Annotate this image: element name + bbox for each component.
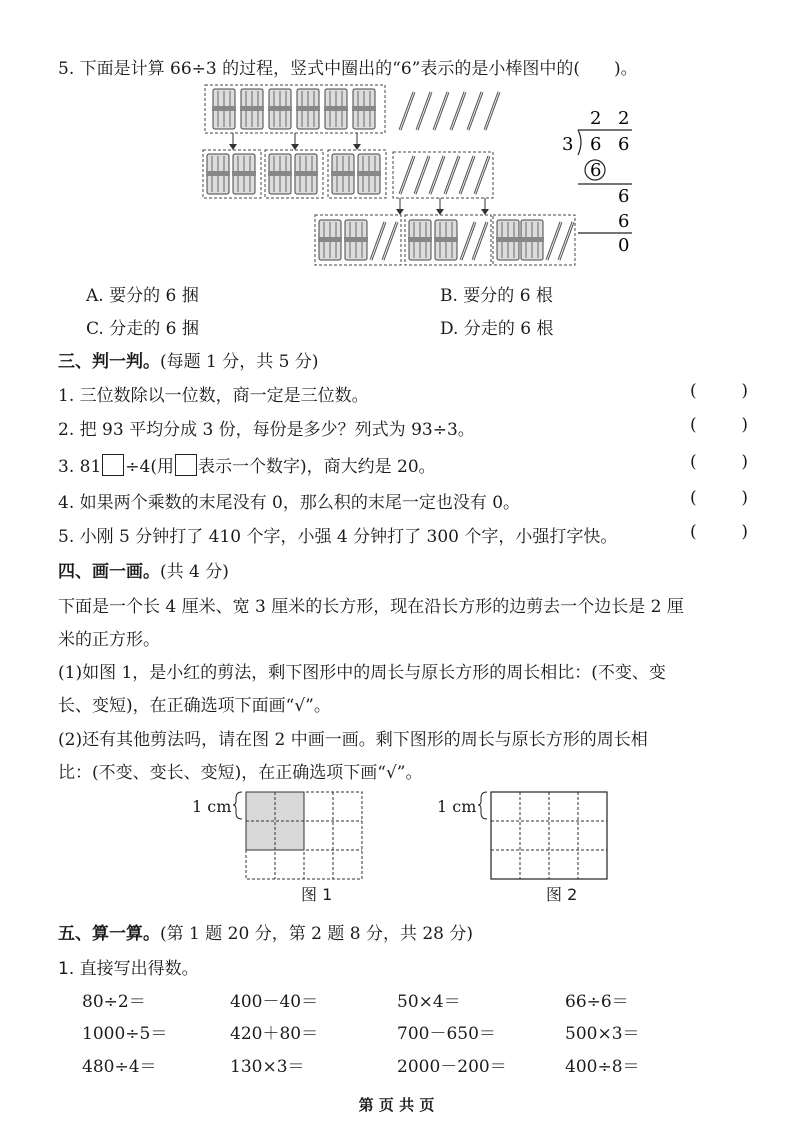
section-4-text-line-5: (2)还有其他剪法吗，请在图 2 中画一画。剩下图形的周长与原长方形的周长相 <box>58 730 648 750</box>
divisor: 3 <box>562 134 574 155</box>
answer-paren-3[interactable]: ( ) <box>690 452 748 472</box>
section-4-text-line-6: 比：(不变、变长、变短)，在正确选项下画“√”。 <box>58 763 423 783</box>
figure-2-grid[interactable] <box>477 790 617 890</box>
page-footer: 第 页 共 页 <box>358 1096 435 1114</box>
question-5-stem: 5. 下面是计算 66÷3 的过程，竖式中圈出的“6”表示的是小棒图中的( )。 <box>58 59 638 79</box>
digit-box <box>175 454 197 476</box>
calc-1-2[interactable]: 400－40＝ <box>230 992 319 1012</box>
answer-paren-4[interactable]: ( ) <box>690 488 748 508</box>
remainder-digit: 0 <box>618 235 630 256</box>
judge-item-5: 5. 小刚 5 分钟打了 410 个字，小强 4 分钟打了 300 个字，小强打字快。 <box>58 527 618 547</box>
calc-1-4[interactable]: 66÷6＝ <box>565 992 629 1012</box>
calc-2-3[interactable]: 700－650＝ <box>397 1024 496 1044</box>
dividend-digit-1: 6 <box>590 134 602 155</box>
figure-2-caption: 图 2 <box>546 885 578 904</box>
calc-3-1[interactable]: 480÷4＝ <box>82 1057 157 1077</box>
section-3-title: 三、判一判。 <box>58 352 160 372</box>
section-4-text-line-1: 下面是一个长 4 厘米、宽 3 厘米的长方形，现在沿长方形的边剪去一个边长是 2 厘 <box>58 597 684 617</box>
judge-item-3: 3. 81 ÷4(用 表示一个数字)，商大约是 20。 <box>58 452 436 477</box>
calc-2-4[interactable]: 500×3＝ <box>565 1024 640 1044</box>
calc-1-3[interactable]: 50×4＝ <box>397 992 461 1012</box>
calc-3-4[interactable]: 400÷8＝ <box>565 1057 640 1077</box>
dividend-digit-2: 6 <box>618 134 630 155</box>
figure-1-grid <box>232 790 372 890</box>
calc-2-2[interactable]: 420＋80＝ <box>230 1024 319 1044</box>
section-4-text-line-3: (1)如图 1，是小红的剪法，剩下图形中的周长与原长方形的周长相比：(不变、变 <box>58 663 666 683</box>
judge-item-4: 4. 如果两个乘数的末尾没有 0，那么积的末尾一定也没有 0。 <box>58 493 521 513</box>
section-5-note: (第 1 题 20 分，第 2 题 8 分，共 28 分) <box>160 924 474 944</box>
answer-paren-2[interactable]: ( ) <box>690 415 748 435</box>
calc-3-2[interactable]: 130×3＝ <box>230 1057 305 1077</box>
step3-digit: 6 <box>618 211 630 232</box>
figure-1-unit-label: 1 cm <box>192 797 232 816</box>
section-3-note: (每题 1 分，共 5 分) <box>160 352 319 372</box>
section-4-note: (共 4 分) <box>160 562 229 582</box>
stick-bundle-diagram <box>195 80 585 270</box>
section-4-text-line-2: 米的正方形。 <box>58 630 160 650</box>
long-division <box>560 100 650 260</box>
section-3-heading <box>58 347 319 372</box>
figure-1-caption: 图 1 <box>301 885 333 904</box>
option-b[interactable]: B. 要分的 6 根 <box>440 286 553 306</box>
calc-1-1[interactable]: 80÷2＝ <box>82 992 146 1012</box>
section-4-heading <box>58 557 229 582</box>
option-a[interactable]: A. 要分的 6 捆 <box>86 286 199 306</box>
judge-item-2: 2. 把 93 平均分成 3 份，每份是多少？列式为 93÷3。 <box>58 420 475 440</box>
quotient-digit-2: 2 <box>618 108 630 129</box>
section-5-title: 五、算一算。 <box>58 924 160 944</box>
calc-2-1[interactable]: 1000÷5＝ <box>82 1024 168 1044</box>
option-d[interactable]: D. 分走的 6 根 <box>440 319 554 339</box>
answer-paren-1[interactable]: ( ) <box>690 381 748 401</box>
option-c[interactable]: C. 分走的 6 捆 <box>86 319 199 339</box>
section-5-sub1: 1. 直接写出得数。 <box>58 959 199 979</box>
answer-paren-5[interactable]: ( ) <box>690 522 748 542</box>
judge-item-1: 1. 三位数除以一位数，商一定是三位数。 <box>58 386 369 406</box>
figure-2-unit-label: 1 cm <box>437 797 477 816</box>
section-4-title: 四、画一画。 <box>58 562 160 582</box>
section-4-text-line-4: 长、变短)，在正确选项下面画“√”。 <box>58 696 331 716</box>
section-5-heading <box>58 919 473 944</box>
calc-3-3[interactable]: 2000－200＝ <box>397 1057 507 1077</box>
quotient-digit-1: 2 <box>590 108 602 129</box>
digit-box <box>102 454 124 476</box>
circled-digit: 6 <box>590 160 602 181</box>
step2-digit: 6 <box>618 186 630 207</box>
